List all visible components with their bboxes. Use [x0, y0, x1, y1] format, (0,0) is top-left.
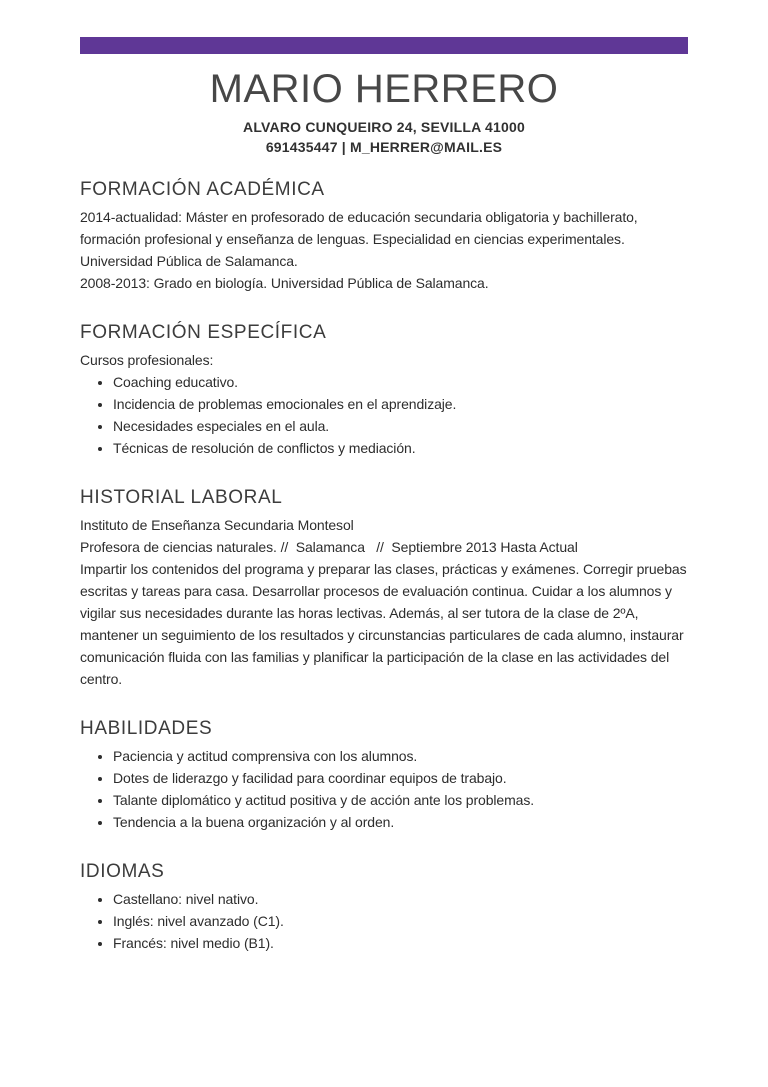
- education-entry: 2014-actualidad: Máster en profesorado de educación secundaria obligatoria y bachillerato, formación profesional y enseñanza de lenguas. Especialidad en ciencias experimentales. Universidad Pública de Salamanca.: [80, 209, 638, 269]
- section-formacion-especifica: [80, 321, 688, 459]
- skills-list: [80, 745, 688, 833]
- section-habilidades: [80, 717, 688, 833]
- candidate-name: MARIO HERRERO: [209, 67, 559, 111]
- header-accent-bar: [80, 37, 688, 54]
- education-entry: 2008-2013: Grado en biología. Universidad Pública de Salamanca.: [80, 275, 489, 291]
- list-item: • Necesidades especiales en el aula.: [113, 415, 688, 437]
- list-item: • Inglés: nivel avanzado (C1).: [113, 910, 688, 932]
- phone-email-line: 691435447 | M_HERRER@MAIL.ES: [265, 139, 503, 155]
- section-title-formacion-academica: FORMACIÓN ACADÉMICA: [80, 179, 325, 200]
- list-item: • Talante diplomático y actitud positiva y de acción ante los problemas.: [113, 789, 688, 811]
- section-title-formacion-especifica: FORMACIÓN ESPECÍFICA: [80, 322, 327, 343]
- section-title-idiomas: IDIOMAS: [80, 861, 165, 882]
- list-item: • Dotes de liderazgo y facilidad para coordinar equipos de trabajo.: [113, 767, 688, 789]
- address-line: ALVARO CUNQUEIRO 24, SEVILLA 41000: [243, 119, 525, 135]
- list-item: • Tendencia a la buena organización y al orden.: [113, 811, 688, 833]
- courses-list: [80, 371, 688, 459]
- list-item: • Coaching educativo.: [113, 371, 688, 393]
- list-item: • Castellano: nivel nativo.: [113, 888, 688, 910]
- job-description: Impartir los contenidos del programa y preparar las clases, prácticas y exámenes. Corregir pruebas escritas y tareas para casa. Desarrollar procesos de evaluación continua. Cuidar a los alumnos y vigilar sus necesidades durante las horas lectivas. Además, al ser tutora de la clase de 2ºA, mantener un seguimiento de los resultados y circunstancias particulares de cada alumno, instaurar comunicación fluida con las familias y planificar la participación de la clase en las actividades del centro.: [80, 561, 687, 687]
- section-title-habilidades: HABILIDADES: [80, 718, 213, 739]
- section-idiomas: [80, 860, 688, 954]
- list-item: • Técnicas de resolución de conflictos y mediación.: [113, 437, 688, 459]
- job-role-line: Profesora de ciencias naturales. // Salamanca // Septiembre 2013 Hasta Actual: [80, 539, 578, 555]
- employer-name: Instituto de Enseñanza Secundaria Montesol: [80, 517, 354, 533]
- resume-content: [80, 178, 688, 954]
- section-formacion-academica: [80, 178, 688, 294]
- courses-intro: Cursos profesionales:: [80, 352, 214, 368]
- list-item: • Francés: nivel medio (B1).: [113, 932, 688, 954]
- section-title-historial-laboral: HISTORIAL LABORAL: [80, 487, 283, 508]
- list-item: • Paciencia y actitud comprensiva con los alumnos.: [113, 745, 688, 767]
- list-item: • Incidencia de problemas emocionales en el aprendizaje.: [113, 393, 688, 415]
- languages-list: [80, 888, 688, 954]
- section-historial-laboral: [80, 486, 688, 690]
